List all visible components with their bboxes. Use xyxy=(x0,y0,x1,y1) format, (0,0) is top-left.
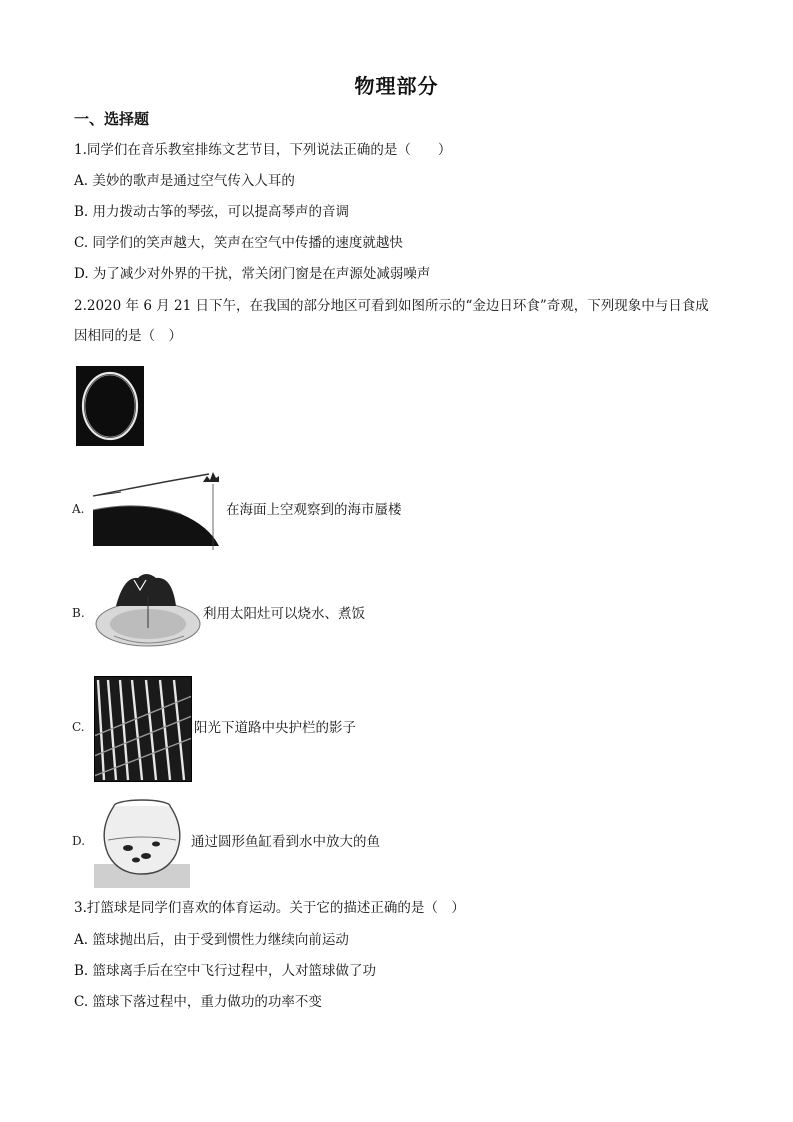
question-2-option-d-label: D. xyxy=(72,834,86,848)
question-2-stem-line-1: 2.2020 年 6 月 21 日下午，在我国的部分地区可看到如图所示的“金边日环食”奇观，下列现象中与日食成 xyxy=(74,298,709,314)
question-1-option-b: B. 用力拨动古筝的琴弦，可以提高琴声的音调 xyxy=(74,204,350,220)
question-3-option-b: B. 篮球离手后在空中飞行过程中，人对篮球做了功 xyxy=(74,963,377,979)
question-2-option-a-label: A. xyxy=(72,502,85,516)
solar-cooker-image xyxy=(94,566,202,652)
page-title: 物理部分 xyxy=(354,74,439,98)
question-2-option-b-label: B. xyxy=(72,606,85,620)
question-2-option-b-text: 利用太阳灶可以烧水、煮饭 xyxy=(203,606,365,622)
guardrail-shadow-image xyxy=(94,676,192,782)
question-1-stem: 1.同学们在音乐教室排练文艺节目，下列说法正确的是（ ） xyxy=(74,142,452,158)
question-2-stem-line-2: 因相同的是（ ） xyxy=(74,328,182,344)
question-1-option-d: D. 为了减少对外界的干扰，常关闭门窗是在声源处减弱噪声 xyxy=(74,266,431,282)
annular-eclipse-image xyxy=(76,366,144,446)
mirage-image xyxy=(91,466,223,552)
question-2-option-d-text: 通过圆形鱼缸看到水中放大的鱼 xyxy=(191,834,380,850)
question-2-option-c-label: C. xyxy=(72,720,85,734)
question-2-option-a-text: 在海面上空观察到的海市蜃楼 xyxy=(226,502,402,518)
question-1-option-a: A. 美妙的歌声是通过空气传入人耳的 xyxy=(74,173,295,189)
question-2-option-c-text: 阳光下道路中央护栏的影子 xyxy=(194,720,356,736)
question-3-option-a: A. 篮球抛出后，由于受到惯性力继续向前运动 xyxy=(74,932,349,948)
question-3-option-c: C. 篮球下落过程中，重力做功的功率不变 xyxy=(74,994,322,1010)
question-3-stem: 3.打篮球是同学们喜欢的体育运动。关于它的描述正确的是（ ） xyxy=(74,900,465,916)
section-heading: 一、选择题 xyxy=(74,110,150,128)
question-1-option-c: C. 同学们的笑声越大，笑声在空气中传播的速度就越快 xyxy=(74,235,403,251)
fishbowl-image xyxy=(94,794,190,888)
